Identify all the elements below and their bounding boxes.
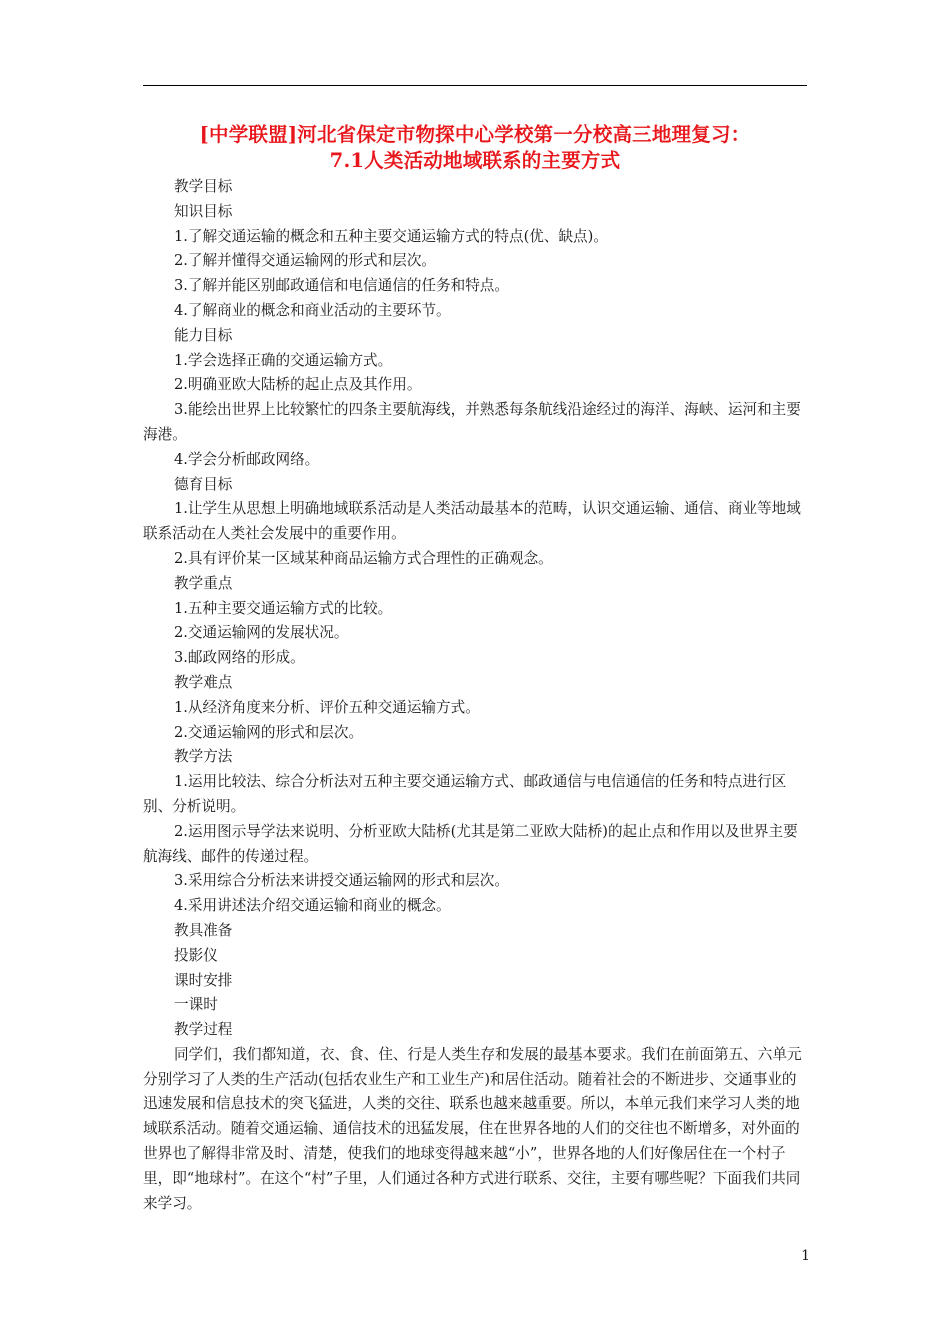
document-title-line-1: [中学联盟]河北省保定市物探中心学校第一分校高三地理复习： [199, 123, 751, 146]
page-number: 1 [801, 1248, 810, 1264]
paragraph: 教学难点 [174, 673, 233, 691]
paragraph: 1.让学生从思想上明确地域联系活动是人类活动最基本的范畴，认识交通运输、通信、商业等地域联系活动在人类社会发展中的重要作用。 [143, 500, 801, 543]
paragraph: 一课时 [174, 996, 218, 1014]
paragraph: 3.采用综合分析法来讲授交通运输网的形式和层次。 [174, 872, 509, 890]
paragraph: 1.从经济角度来分析、评价五种交通运输方式。 [174, 698, 480, 716]
paragraph: 4.了解商业的概念和商业活动的主要环节。 [174, 301, 451, 319]
paragraph: 教学方法 [174, 748, 233, 766]
paragraph: 2.运用图示导学法来说明、分析亚欧大陆桥(尤其是第二亚欧大陆桥)的起止点和作用以及世界主要航海线、邮件的传递过程。 [143, 822, 798, 865]
paragraph: 2.了解并懂得交通运输网的形式和层次。 [174, 252, 437, 270]
paragraph: 教学过程 [174, 1021, 233, 1039]
paragraph: 教具准备 [174, 921, 233, 939]
paragraph: 课时安排 [174, 971, 233, 989]
paragraph: 3.能绘出世界上比较繁忙的四条主要航海线，并熟悉每条航线沿途经过的海洋、海峡、运河和主要海港。 [143, 401, 801, 443]
paragraph: 德育目标 [174, 475, 233, 493]
paragraph: 投影仪 [174, 946, 218, 964]
paragraph: 3.了解并能区别邮政通信和电信通信的任务和特点。 [174, 277, 509, 295]
paragraph: 1.学会选择正确的交通运输方式。 [174, 351, 393, 369]
paragraph: 1.了解交通运输的概念和五种主要交通运输方式的特点(优、缺点)。 [174, 227, 608, 245]
paragraph: 4.采用讲述法介绍交通运输和商业的概念。 [174, 897, 451, 915]
paragraph: 教学目标 [174, 178, 233, 195]
document-title-line-2: 7.1人类活动地域联系的主要方式 [329, 149, 621, 172]
paragraph: 能力目标 [174, 326, 233, 344]
paragraph: 2.明确亚欧大陆桥的起止点及其作用。 [174, 376, 422, 394]
document-body [143, 175, 811, 1216]
paragraph: 2.交通运输网的发展状况。 [174, 624, 349, 642]
paragraph: 3.邮政网络的形成。 [174, 649, 305, 667]
paragraph: 1.五种主要交通运输方式的比较。 [174, 599, 393, 617]
paragraph: 2.具有评价某一区域某种商品运输方式合理性的正确观念。 [174, 549, 553, 567]
paragraph: 知识目标 [174, 202, 233, 220]
header-rule [143, 85, 807, 86]
paragraph: 2.交通运输网的形式和层次。 [174, 723, 364, 741]
paragraph: 4.学会分析邮政网络。 [174, 450, 320, 468]
paragraph: 同学们，我们都知道，衣、食、住、行是人类生存和发展的最基本要求。我们在前面第五、六单元分别学习了人类的生产活动(包括农业生产和工业生产)和居住活动。随着社会的不断进步、交通事业的迅速发展和信息技术的突飞猛进，人类的交往、联系也越来越重要。所以，本单元我们来学习人类的地域联系活动。随着交通运输、通信技术的迅猛发展，住在世界各地的人们的交往也不断增多，对外面的世界也了解得非常及时、清楚，使我们的地球变得越来越“小”，世界各地的人们好像居住在一个村子里，即“地球村”。在这个“村”子里，人们通过各种方式进行联系、交往，主要有哪些呢？下面我们共同来学习。 [143, 1045, 802, 1212]
paragraph: 1.运用比较法、综合分析法对五种主要交通运输方式、邮政通信与电信通信的任务和特点进行区别、分析说明。 [143, 773, 787, 815]
paragraph: 教学重点 [174, 574, 233, 592]
